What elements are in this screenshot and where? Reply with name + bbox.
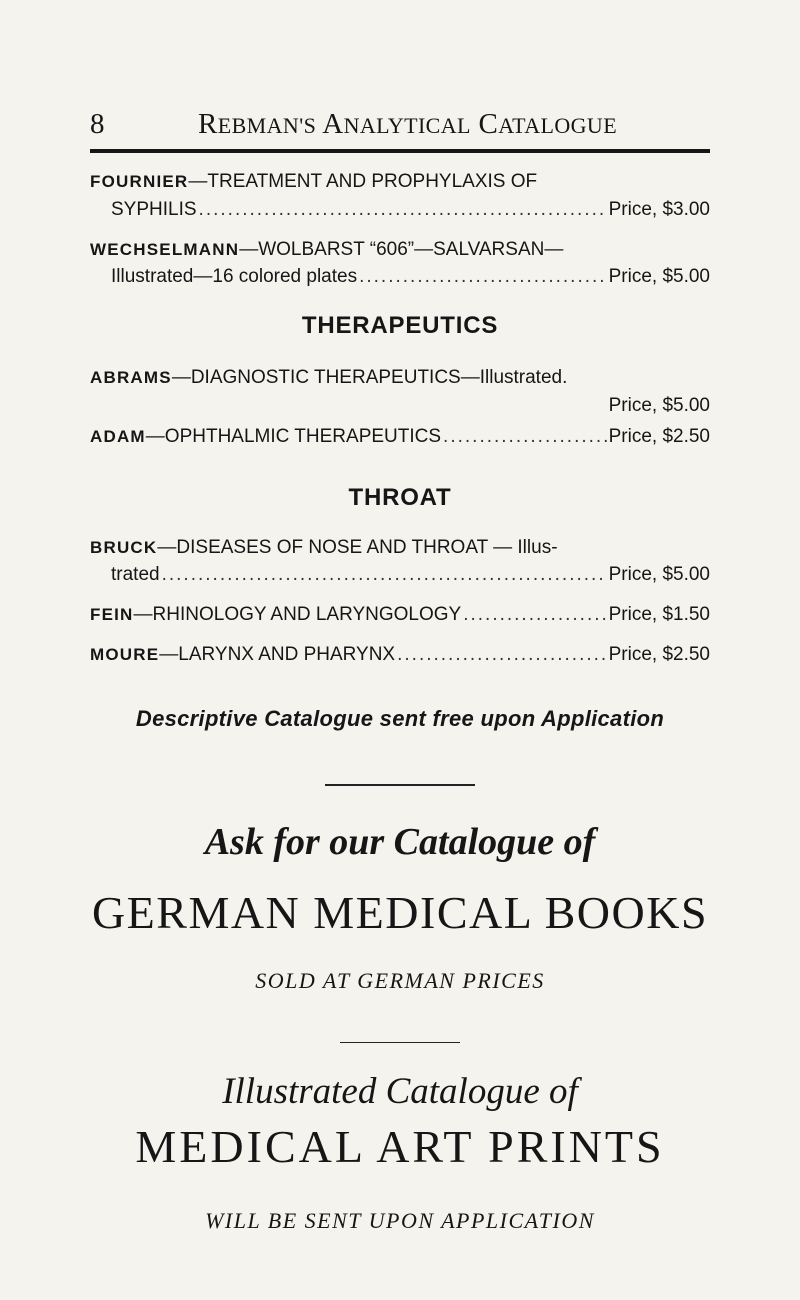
entry-title-cont: Illustrated—16 colored plates	[111, 266, 358, 287]
ad-german-books-title: GERMAN MEDICAL BOOKS	[91, 887, 709, 938]
entry-price: Price, $5.00	[608, 266, 710, 287]
section-heading-throat: THROAT	[348, 484, 452, 511]
entry-title: —RHINOLOGY AND LARYNGOLOGY	[133, 604, 462, 625]
leader-dots	[162, 563, 607, 587]
entry-wechselmann-line2	[111, 265, 710, 289]
page-number: 8	[90, 108, 105, 140]
ad-german-books-sub: SOLD AT GERMAN PRICES	[255, 968, 545, 993]
ad-art-prints-sub: WILL BE SENT UPON APPLICATION	[205, 1208, 595, 1233]
entry-wechselmann-line1	[90, 238, 563, 262]
leader-dots	[463, 603, 606, 627]
entry-title: —OPHTHALMIC THERAPEUTICS	[145, 426, 442, 447]
entry-price: Price, $2.50	[608, 644, 710, 665]
entry-author: MOURE	[90, 645, 160, 664]
entry-abrams-price: Price, $5.00	[608, 395, 710, 416]
divider-rule	[325, 784, 475, 786]
entry-adam	[90, 425, 710, 449]
entry-author: ADAM	[90, 427, 146, 446]
entry-author: BRUCK	[90, 538, 158, 557]
ad-art-prints-intro: Illustrated Catalogue of	[222, 1071, 578, 1112]
entry-author: FEIN	[90, 605, 134, 624]
descriptive-catalogue-note: Descriptive Catalogue sent free upon Application	[135, 706, 665, 731]
running-header	[90, 108, 710, 148]
entry-fournier-line2	[111, 198, 710, 222]
section-heading-therapeutics: THERAPEUTICS	[301, 312, 499, 339]
entry-fournier-line1	[90, 170, 537, 194]
entry-price: Price, $3.00	[608, 199, 710, 220]
entry-title: —TREATMENT AND PROPHYLAXIS OF	[188, 171, 538, 192]
header-rule	[90, 149, 710, 153]
entry-author: WECHSELMANN	[90, 240, 240, 259]
ad-german-books-intro: Ask for our Catalogue of	[204, 821, 596, 863]
title-rest: EBMAN'S	[217, 113, 317, 138]
entry-price: Price, $5.00	[608, 564, 710, 585]
entry-bruck-line1	[90, 536, 558, 560]
entry-author: ABRAMS	[90, 368, 172, 387]
leader-dots	[199, 198, 607, 222]
title-rest: ATALOGUE	[498, 113, 618, 138]
title-initial: A	[322, 108, 344, 140]
entry-bruck-line2	[111, 563, 710, 587]
entry-author: FOURNIER	[90, 172, 189, 191]
title-initial: C	[478, 108, 499, 140]
entry-title: —DIAGNOSTIC THERAPEUTICS—Illustrated.	[171, 367, 568, 388]
entry-title-cont: SYPHILIS	[111, 199, 197, 220]
leader-dots	[443, 425, 607, 449]
running-title	[198, 108, 617, 141]
entry-price: Price, $1.50	[608, 604, 710, 625]
title-rest: NALYTICAL	[343, 113, 471, 138]
entry-fein	[90, 603, 710, 627]
entry-title-cont: trated	[111, 564, 160, 585]
divider-rule	[340, 1042, 460, 1043]
title-initial: R	[198, 108, 218, 140]
leader-dots	[359, 265, 607, 289]
entry-title: —DISEASES OF NOSE AND THROAT — Illus-	[157, 537, 558, 558]
ad-art-prints-title: MEDICAL ART PRINTS	[135, 1121, 665, 1172]
entry-abrams-line1	[90, 366, 567, 390]
entry-moure	[90, 643, 710, 667]
entry-title: —LARYNX AND PHARYNX	[159, 644, 396, 665]
entry-title: —WOLBARST “606”—SALVARSAN—	[239, 239, 564, 260]
leader-dots	[397, 643, 606, 667]
entry-price: Price, $2.50	[608, 426, 710, 447]
